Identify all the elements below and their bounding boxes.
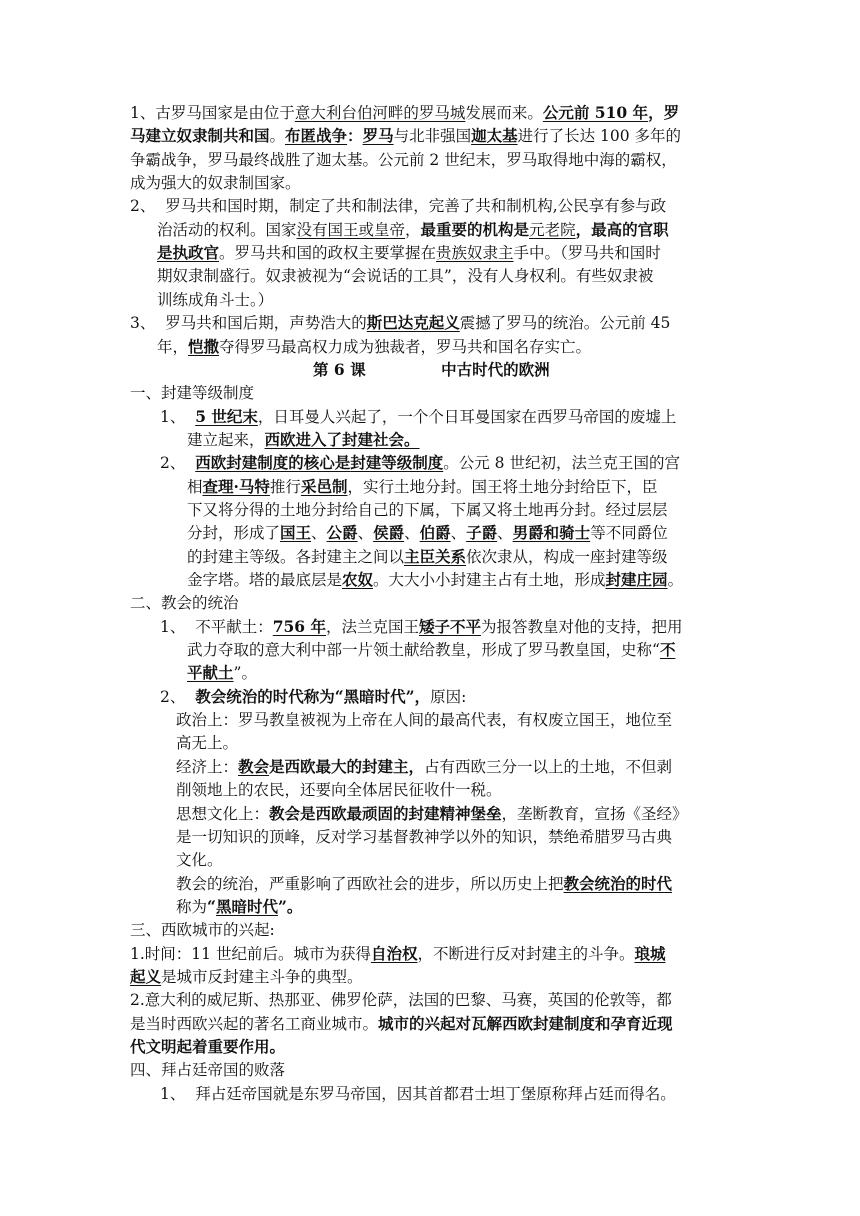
text-line: [0, 824, 860, 850]
text-segment: 贵族奴隶主: [436, 244, 514, 263]
text-segment: 分封，形成了: [187, 524, 281, 543]
text-segment: 期奴隶制盛行。奴隶被视为“会说话的工具”，没有人身权利。有些奴隶被: [157, 267, 654, 286]
text-line: [0, 707, 860, 733]
text-segment: 。大大小小封建主占有土地，形成: [373, 571, 606, 589]
text-segment: 自治权: [370, 943, 418, 963]
text-segment: 金字塔。塔的最底层是: [187, 571, 343, 589]
text-segment: 等不同爵位: [590, 524, 668, 543]
text-segment: 布匿战争: [285, 126, 348, 146]
text-segment: 相: [187, 477, 203, 496]
text-segment: 2.意大利的威尼斯、热那亚、佛罗伦萨，法国的巴黎、马赛，英国的伦敦等，都: [130, 991, 672, 1010]
text-segment: “: [207, 896, 216, 916]
text-line: [0, 263, 860, 289]
text-segment: 成为强大的奴隶制国家。: [130, 174, 301, 193]
text-line: [0, 684, 860, 710]
text-segment: 封建庄园: [605, 570, 668, 589]
text-line: [0, 427, 860, 453]
text-segment: 建立起来，: [187, 430, 265, 449]
text-line: [0, 147, 860, 173]
text-line: [0, 497, 860, 523]
text-segment: 元老院: [529, 220, 576, 239]
text-segment: 平献土: [187, 663, 234, 683]
text-segment: 。公元 8 世纪初，法兰克王国的宫: [443, 454, 680, 473]
text-segment: 。罗马共和国的政权主要掌握在: [219, 244, 437, 263]
text-segment: 斯巴达克起义: [366, 313, 460, 333]
text-segment: 武力夺取的意大利中部一片领土献给教皇，形成了罗马教皇国，史称“: [187, 641, 660, 660]
text-segment: 3、 罗马共和国后期，声势浩大的: [130, 314, 367, 333]
text-segment: 依次隶从，构成一座封建等级: [466, 547, 668, 566]
text-segment: 1、古罗马国家是由位于: [130, 104, 295, 122]
text-line: [0, 847, 860, 873]
text-segment: 教会的统治，严重影响了西欧社会的进步，所以历史上把: [176, 874, 564, 893]
text-segment: 封建等级制度: [350, 453, 444, 473]
text-line: [0, 871, 860, 897]
text-segment: 马建立奴隶制共和国: [130, 126, 270, 146]
text-line: [0, 801, 860, 827]
text-segment: 是西欧最大的封建主，: [269, 756, 425, 776]
text-segment: 争霸战争，罗马最终战胜了迦太基。公元前 2 世纪末，罗马取得地中海的霸权，: [130, 150, 677, 169]
text-line: [0, 637, 860, 663]
text-segment: 思想文化上：: [176, 804, 270, 823]
text-segment: 经济上：: [176, 757, 239, 776]
text-line: [0, 1034, 860, 1060]
text-segment: 文化。: [176, 851, 223, 870]
text-line: [0, 170, 860, 196]
text-segment: 采邑制: [300, 476, 348, 496]
text-segment: 是一切知识的顶峰，反对学习基督教神学以外的知识，禁绝希腊罗马古典: [176, 827, 673, 846]
text-segment: 2、: [160, 687, 196, 706]
text-segment: 是当时西欧兴起的著名工商业城市。: [130, 1014, 379, 1033]
text-segment: 。: [269, 127, 286, 146]
text-segment: 矮子不平: [419, 616, 482, 636]
text-line: [0, 987, 860, 1013]
text-segment: 政治上：罗马教皇被视为上帝在人间的最高代表，有权废立国王，地位至: [176, 711, 673, 730]
text-segment: ”。: [277, 896, 303, 916]
text-line: [0, 217, 860, 243]
text-line: [0, 777, 860, 803]
text-line: [0, 100, 860, 126]
text-line: [0, 240, 860, 266]
text-line: [0, 334, 860, 360]
text-segment: 夺得罗马最高权力成为独裁者，罗马共和国名存实亡。: [219, 337, 592, 356]
text-line: [0, 730, 860, 756]
text-segment: ，罗: [648, 103, 680, 122]
text-segment: 震撼了罗马的统治。公元前 45: [459, 314, 671, 333]
text-segment: 是城市反封建主斗争的典型。: [161, 967, 363, 986]
text-segment: ，不断进行反对封建主的斗争。: [417, 944, 635, 963]
text-segment: 三、西欧城市的兴起:: [130, 921, 275, 940]
text-segment: 农奴: [342, 570, 374, 589]
text-segment: 称为: [176, 897, 208, 916]
text-segment: 、: [404, 524, 420, 543]
text-line: [0, 357, 860, 383]
text-segment: 迦太基: [471, 126, 518, 146]
text-line: [0, 404, 860, 430]
text-line: [0, 1081, 860, 1107]
text-segment: 主臣关系: [404, 546, 467, 566]
text-segment: 一、封建等级制度: [130, 384, 255, 403]
text-segment: ，实行土地分封。国王将土地分封给臣下，臣: [347, 477, 658, 496]
text-segment: 黑暗时代: [215, 896, 278, 916]
text-line: [0, 123, 860, 149]
text-segment: 公爵: [326, 523, 358, 543]
text-segment: 意大利台伯河畔的罗马城: [294, 104, 466, 122]
text-segment: 与北非强国: [393, 127, 472, 146]
text-line: [0, 193, 860, 219]
text-segment: 、: [311, 524, 327, 543]
text-segment: 治活动的权利。国家: [157, 220, 297, 239]
text-line: [0, 894, 860, 920]
text-segment: 2、: [160, 454, 196, 473]
text-segment: ，: [405, 220, 421, 239]
text-segment: 国王: [280, 523, 312, 543]
text-segment: 教会是西欧最顽固的封建精神堡垒: [269, 803, 502, 823]
text-segment: 教会: [238, 756, 270, 776]
text-segment: 没有国王或皇帝: [296, 220, 406, 239]
text-line: [0, 660, 860, 686]
text-segment: 为报答教皇对他的支持，把用: [481, 617, 683, 636]
text-segment: 1、 拜占廷帝国就是东罗马帝国，因其首都君士坦丁堡原称拜占廷而得名。: [160, 1084, 676, 1103]
text-segment: 进行了长达 100 多年的: [517, 127, 682, 146]
text-segment: 推行: [269, 477, 301, 496]
text-segment: ，垄断教育，宣扬《圣经》: [501, 804, 688, 823]
text-segment: 恺撒: [188, 336, 220, 356]
text-line: [0, 380, 860, 406]
text-line: [0, 310, 860, 336]
text-segment: 、: [357, 524, 374, 543]
text-segment: ：: [347, 126, 363, 146]
text-line: [0, 567, 860, 593]
text-segment: ，日耳曼人兴起了，一个个日耳曼国家在西罗马帝国的废墟上: [257, 407, 677, 426]
text-segment: 下又将分得的土地分封给自己的下属，下属又将土地再分封。经过层层: [187, 500, 668, 519]
text-segment: 的封建主等级。各封建主之间以: [187, 547, 405, 566]
text-segment: 代文明起着重要作用。: [130, 1037, 286, 1056]
text-segment: 原因:: [430, 687, 467, 706]
text-segment: 削领地上的农民，还要向全体居民征收什一税。: [176, 781, 502, 800]
text-line: [0, 614, 860, 640]
text-segment: 手中。（罗马共和国时: [513, 244, 661, 263]
text-segment: 不: [659, 640, 676, 660]
text-segment: 2、 罗马共和国时期，制定了共和制法律，完善了共和制机构,公民享有参与政: [130, 197, 667, 216]
text-segment: 是执政官: [157, 243, 220, 263]
text-line: [0, 941, 860, 967]
text-line: [0, 474, 860, 500]
text-segment: 伯爵: [419, 523, 451, 543]
text-segment: 756 年: [272, 616, 326, 636]
text-segment: 教会统治的时代称为“黑暗时代”，: [195, 686, 431, 706]
text-segment: 、: [450, 524, 467, 543]
text-segment: 1.时间：11 世纪前后。城市为获得: [130, 944, 371, 963]
text-segment: 5 世纪末: [195, 406, 258, 426]
text-line: [0, 1057, 860, 1083]
text-line: [0, 287, 860, 313]
text-segment: ，最高的官职: [575, 219, 669, 239]
text-line: [0, 754, 860, 780]
text-segment: 公元前 510 年: [542, 103, 649, 122]
text-segment: ”。: [233, 664, 257, 683]
text-segment: 琅城: [634, 943, 666, 963]
text-segment: 起义: [130, 966, 162, 986]
text-segment: 训练成角斗士。）: [157, 290, 274, 309]
text-segment: 子爵: [466, 523, 498, 543]
text-line: [0, 964, 860, 990]
text-line: [0, 590, 860, 616]
text-segment: 西欧封建制度的核心是: [195, 453, 351, 473]
text-segment: 查理·马特: [202, 476, 270, 496]
text-segment: ，法兰克国王: [325, 617, 419, 636]
text-segment: 西欧进入了封建社会。: [264, 429, 420, 449]
text-segment: 罗马: [362, 126, 394, 146]
text-segment: 最重要的机构是: [420, 219, 530, 239]
text-line: [0, 544, 860, 570]
text-line: [0, 1011, 860, 1037]
text-segment: 占有西欧三分一以上的土地，不但剥: [424, 757, 673, 776]
text-segment: 城市的兴起对瓦解西欧封建制度和孕育近现: [378, 1013, 673, 1033]
text-segment: 四、拜占廷帝国的败落: [130, 1061, 286, 1080]
text-segment: 年，: [157, 337, 189, 356]
text-segment: 二、教会的统治: [130, 594, 239, 613]
text-line: [0, 520, 860, 546]
text-segment: 教会统治的时代: [563, 873, 673, 893]
text-line: [0, 450, 860, 476]
text-segment: 第 6 课 中古时代的欧洲: [313, 359, 550, 379]
text-segment: 1、 不平献土：: [160, 617, 273, 636]
text-segment: 。: [667, 571, 684, 589]
text-segment: 男爵和骑士: [512, 523, 591, 543]
text-segment: 高无上。: [176, 734, 239, 753]
text-line: [0, 917, 860, 943]
text-segment: 侯爵: [373, 523, 405, 543]
text-segment: 、: [497, 524, 513, 543]
text-segment: 1、: [160, 407, 196, 426]
text-segment: 发展而来。: [465, 104, 543, 122]
